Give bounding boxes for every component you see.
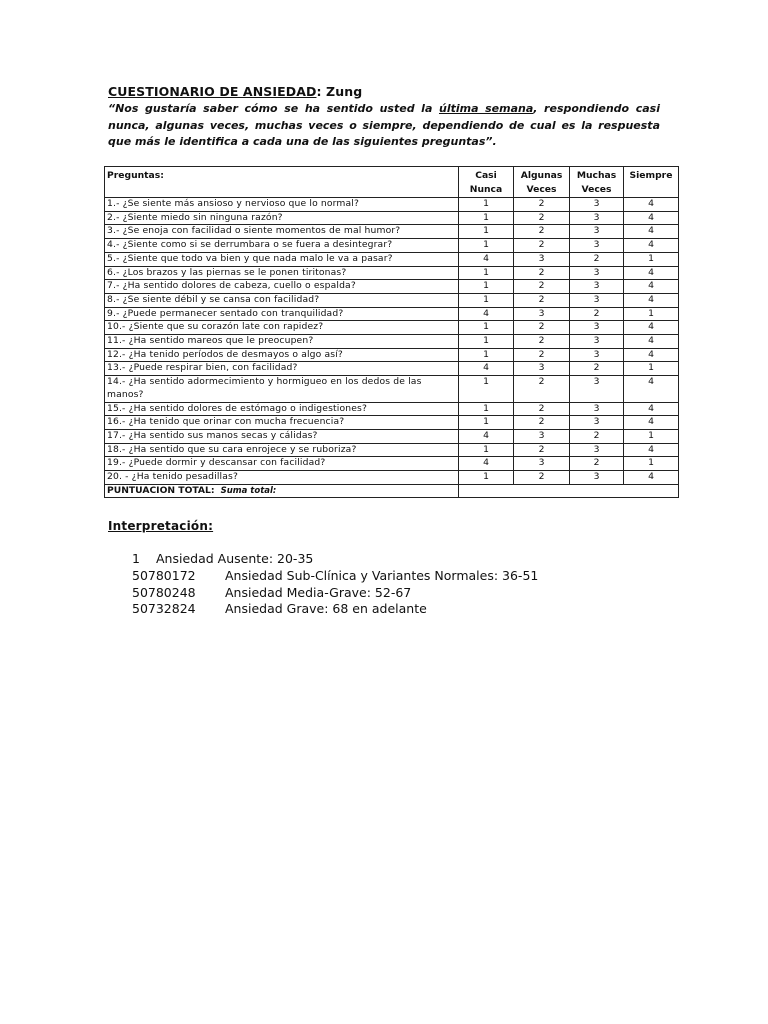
table-row xyxy=(105,280,679,294)
total-label-cell xyxy=(105,484,459,498)
interpretation-item xyxy=(132,585,538,602)
score-casi-nunca: 1 xyxy=(459,280,514,294)
score-casi-nunca: 1 xyxy=(459,416,514,430)
score-casi-nunca: 1 xyxy=(459,225,514,239)
score-algunas-veces: 3 xyxy=(514,252,570,266)
score-algunas-veces: 2 xyxy=(514,416,570,430)
score-siempre: 4 xyxy=(624,416,679,430)
table-header-row xyxy=(105,167,679,198)
table-row xyxy=(105,321,679,335)
question-text: 15.- ¿Ha sentido dolores de estómago o indigestiones? xyxy=(105,402,459,416)
score-siempre: 4 xyxy=(624,280,679,294)
question-text: 13.- ¿Puede respirar bien, con facilidad? xyxy=(105,362,459,376)
score-algunas-veces: 2 xyxy=(514,198,570,212)
interpretation-item xyxy=(132,601,538,618)
table-row xyxy=(105,416,679,430)
score-algunas-veces: 3 xyxy=(514,307,570,321)
score-algunas-veces: 2 xyxy=(514,402,570,416)
score-siempre: 1 xyxy=(624,362,679,376)
score-siempre: 4 xyxy=(624,239,679,253)
score-casi-nunca: 1 xyxy=(459,402,514,416)
score-muchas-veces: 3 xyxy=(570,348,624,362)
table-row xyxy=(105,429,679,443)
score-siempre: 1 xyxy=(624,252,679,266)
score-algunas-veces: 2 xyxy=(514,280,570,294)
question-text: 4.- ¿Siente como si se derrumbara o se fuera a desintegrar? xyxy=(105,239,459,253)
score-siempre: 1 xyxy=(624,429,679,443)
score-muchas-veces: 3 xyxy=(570,266,624,280)
question-text: 9.- ¿Puede permanecer sentado con tranquilidad? xyxy=(105,307,459,321)
score-algunas-veces: 2 xyxy=(514,348,570,362)
table-row xyxy=(105,376,679,402)
question-text: 3.- ¿Se enoja con facilidad o siente momentos de mal humor? xyxy=(105,225,459,239)
question-text: 5.- ¿Siente que todo va bien y que nada malo le va a pasar? xyxy=(105,252,459,266)
score-casi-nunca: 1 xyxy=(459,266,514,280)
score-muchas-veces: 3 xyxy=(570,376,624,402)
question-text: 18.- ¿Ha sentido que su cara enrojece y se ruboriza? xyxy=(105,443,459,457)
table-row xyxy=(105,335,679,349)
score-casi-nunca: 1 xyxy=(459,321,514,335)
question-text: 20. - ¿Ha tenido pesadillas? xyxy=(105,471,459,485)
score-muchas-veces: 2 xyxy=(570,252,624,266)
score-muchas-veces: 3 xyxy=(570,198,624,212)
score-siempre: 4 xyxy=(624,402,679,416)
table-row xyxy=(105,239,679,253)
score-muchas-veces: 3 xyxy=(570,225,624,239)
score-algunas-veces: 2 xyxy=(514,266,570,280)
score-siempre: 4 xyxy=(624,225,679,239)
score-casi-nunca: 1 xyxy=(459,198,514,212)
score-casi-nunca: 1 xyxy=(459,211,514,225)
score-siempre: 4 xyxy=(624,335,679,349)
score-muchas-veces: 3 xyxy=(570,416,624,430)
title-main: CUESTIONARIO DE ANSIEDAD xyxy=(108,84,317,99)
score-algunas-veces: 2 xyxy=(514,443,570,457)
score-casi-nunca: 4 xyxy=(459,252,514,266)
table-row xyxy=(105,252,679,266)
score-muchas-veces: 3 xyxy=(570,471,624,485)
question-text: 16.- ¿Ha tenido que orinar con mucha frecuencia? xyxy=(105,416,459,430)
score-muchas-veces: 3 xyxy=(570,239,624,253)
score-siempre: 4 xyxy=(624,376,679,402)
score-muchas-veces: 3 xyxy=(570,402,624,416)
question-text: 10.- ¿Siente que su corazón late con rapidez? xyxy=(105,321,459,335)
table-row xyxy=(105,362,679,376)
score-siempre: 4 xyxy=(624,348,679,362)
score-muchas-veces: 3 xyxy=(570,211,624,225)
score-muchas-veces: 3 xyxy=(570,321,624,335)
score-algunas-veces: 2 xyxy=(514,471,570,485)
interpretation-code: 50780248 xyxy=(132,584,196,600)
table-row xyxy=(105,211,679,225)
question-text: 11.- ¿Ha sentido mareos que le preocupen? xyxy=(105,335,459,349)
interpretation-text: Ansiedad Grave: 68 en adelante xyxy=(225,601,427,617)
interpretation-title: Interpretación: xyxy=(108,519,214,533)
table-row xyxy=(105,348,679,362)
score-casi-nunca: 1 xyxy=(459,335,514,349)
header-siempre: Siempre xyxy=(624,167,679,198)
interpretation-code: 1 xyxy=(132,551,140,566)
score-muchas-veces: 3 xyxy=(570,293,624,307)
score-siempre: 4 xyxy=(624,321,679,335)
score-algunas-veces: 2 xyxy=(514,239,570,253)
question-text: 7.- ¿Ha sentido dolores de cabeza, cuello o espalda? xyxy=(105,280,459,294)
table-row xyxy=(105,457,679,471)
header-algunas-veces: Algunas Veces xyxy=(514,167,570,198)
score-muchas-veces: 2 xyxy=(570,429,624,443)
table-row xyxy=(105,225,679,239)
interpretation-code: 50780172 xyxy=(132,567,196,583)
interpretation-text: Ansiedad Sub-Clínica y Variantes Normales: 36-51 xyxy=(225,567,539,583)
interpretation-text: Ansiedad Media-Grave: 52-67 xyxy=(225,584,412,600)
total-row xyxy=(105,484,679,498)
score-algunas-veces: 2 xyxy=(514,225,570,239)
score-casi-nunca: 1 xyxy=(459,293,514,307)
question-text: 8.- ¿Se siente débil y se cansa con facilidad? xyxy=(105,293,459,307)
score-casi-nunca: 1 xyxy=(459,471,514,485)
table-row xyxy=(105,293,679,307)
score-algunas-veces: 2 xyxy=(514,335,570,349)
interpretation-code: 50732824 xyxy=(132,601,196,617)
intro-text-after: , respondiendo casi nunca, algunas veces, muchas veces o siempre, dependiendo de cual es la respuesta que más le identifica a cada una de las siguientes preguntas”. xyxy=(108,102,660,148)
score-siempre: 4 xyxy=(624,198,679,212)
score-siempre: 1 xyxy=(624,307,679,321)
table-row xyxy=(105,198,679,212)
score-algunas-veces: 2 xyxy=(514,211,570,225)
score-casi-nunca: 1 xyxy=(459,443,514,457)
score-algunas-veces: 2 xyxy=(514,321,570,335)
question-text: 6.- ¿Los brazos y las piernas se le ponen tiritonas? xyxy=(105,266,459,280)
table-row xyxy=(105,266,679,280)
interpretation-list xyxy=(132,551,538,618)
table-row xyxy=(105,443,679,457)
score-muchas-veces: 2 xyxy=(570,307,624,321)
table-row xyxy=(105,471,679,485)
question-text: 1.- ¿Se siente más ansioso y nervioso que lo normal? xyxy=(105,198,459,212)
score-muchas-veces: 2 xyxy=(570,457,624,471)
score-algunas-veces: 3 xyxy=(514,429,570,443)
interpretation-item xyxy=(132,551,538,568)
interpretation-item xyxy=(132,568,538,585)
score-algunas-veces: 2 xyxy=(514,293,570,307)
score-siempre: 4 xyxy=(624,443,679,457)
total-value-cell xyxy=(459,484,679,498)
score-muchas-veces: 3 xyxy=(570,443,624,457)
table-row xyxy=(105,307,679,321)
score-siempre: 4 xyxy=(624,471,679,485)
score-siempre: 4 xyxy=(624,211,679,225)
score-muchas-veces: 3 xyxy=(570,335,624,349)
score-casi-nunca: 1 xyxy=(459,239,514,253)
score-casi-nunca: 1 xyxy=(459,376,514,402)
score-algunas-veces: 3 xyxy=(514,457,570,471)
score-algunas-veces: 3 xyxy=(514,362,570,376)
score-siempre: 4 xyxy=(624,266,679,280)
score-muchas-veces: 3 xyxy=(570,280,624,294)
question-text: 2.- ¿Siente miedo sin ninguna razón? xyxy=(105,211,459,225)
total-label: PUNTUACION TOTAL: xyxy=(107,484,215,496)
table-body xyxy=(105,198,679,485)
score-casi-nunca: 4 xyxy=(459,429,514,443)
header-casi-nunca: Casi Nunca xyxy=(459,167,514,198)
question-text: 14.- ¿Ha sentido adormecimiento y hormigueo en los dedos de las manos? xyxy=(105,376,459,402)
header-muchas-veces: Muchas Veces xyxy=(570,167,624,198)
total-sum-label: Suma total: xyxy=(220,485,277,496)
document-title xyxy=(108,84,362,99)
question-text: 12.- ¿Ha tenido períodos de desmayos o algo así? xyxy=(105,348,459,362)
question-text: 19.- ¿Puede dormir y descansar con facilidad? xyxy=(105,457,459,471)
question-text: 17.- ¿Ha sentido sus manos secas y cálidas? xyxy=(105,429,459,443)
title-suffix: : Zung xyxy=(316,84,363,99)
score-casi-nunca: 1 xyxy=(459,348,514,362)
intro-text-before: “Nos gustaría saber cómo se ha sentido usted la xyxy=(108,102,439,115)
score-casi-nunca: 4 xyxy=(459,307,514,321)
score-muchas-veces: 2 xyxy=(570,362,624,376)
score-siempre: 4 xyxy=(624,293,679,307)
questionnaire-table xyxy=(104,166,679,498)
interpretation-text: Ansiedad Ausente: 20-35 xyxy=(156,551,314,566)
score-siempre: 1 xyxy=(624,457,679,471)
score-casi-nunca: 4 xyxy=(459,362,514,376)
score-casi-nunca: 4 xyxy=(459,457,514,471)
intro-text-underlined: última semana xyxy=(438,102,534,115)
table-row xyxy=(105,402,679,416)
intro-paragraph xyxy=(108,101,660,151)
score-algunas-veces: 2 xyxy=(514,376,570,402)
header-questions: Preguntas: xyxy=(105,167,459,198)
